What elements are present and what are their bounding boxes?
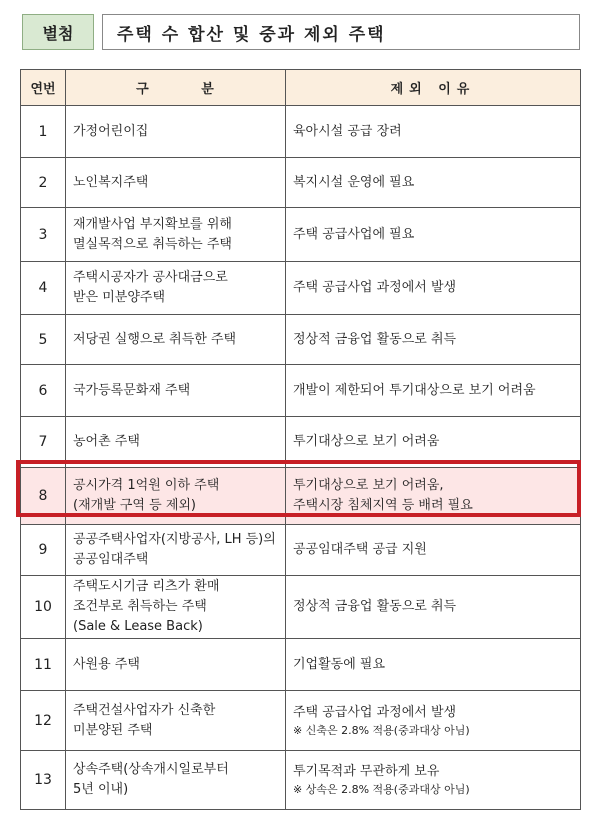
row-number: 4 [21,262,66,315]
category-line: 재개발사업 부지확보를 위해 [73,216,232,232]
category-line: 저당권 실행으로 취득한 주택 [73,331,237,347]
reason-line: 육아시설 공급 장려 [293,123,402,139]
reason-line: 투기대상으로 보기 어려움 [293,434,440,449]
reason-line: 개발이 제한되어 투기대상으로 보기 어려움 [293,382,536,398]
category-line: 공공주택사업자(지방공사, LH 등)의 [73,532,276,547]
table-row [21,365,581,417]
page-header [22,14,582,54]
row-number: 8 [21,468,66,525]
reason-line: 주택 공급사업 과정에서 발생 [293,280,457,295]
row-number: 1 [21,106,66,158]
category-cell [66,417,286,468]
column-header-reason: 제외 이유 [286,70,581,106]
category-line: 주택시공자가 공사대금으로 [73,270,228,285]
category-line: 주택도시기금 리츠가 환매 [73,579,220,594]
reason-line: 공공임대주택 공급 지원 [293,542,427,557]
row-number: 9 [21,525,66,576]
category-line: 5년 이내) [73,782,129,797]
row-number: 2 [21,158,66,208]
column-header-category: 구 분 [66,70,286,106]
category-cell [66,106,286,158]
appendix-tag: 별첨 [22,14,94,50]
reason-line: 주택 공급사업 과정에서 발생 [293,704,457,720]
category-cell [66,691,286,751]
category-line: 멸실목적으로 취득하는 주택 [73,236,232,252]
row-number: 6 [21,365,66,417]
reason-line: 기업활동에 필요 [293,656,386,672]
table-row [21,468,581,525]
category-cell [66,525,286,576]
category-cell [66,365,286,417]
reason-note: ※ 신축은 2.8% 적용(중과대상 아님) [293,723,470,737]
category-cell [66,468,286,525]
category-line: 조건부로 취득하는 주택 [73,599,207,614]
category-cell [66,639,286,691]
column-header-no: 연번 [21,70,66,106]
category-line: 국가등록문화재 주택 [73,382,191,398]
reason-cell [286,691,581,751]
reason-line: 정상적 금융업 활동으로 취득 [293,331,457,347]
category-line: 주택건설사업자가 신축한 [73,702,216,718]
reason-cell [286,468,581,525]
category-line: 가정어린이집 [73,123,149,139]
table-row [21,751,581,810]
table-row [21,208,581,262]
row-number: 10 [21,576,66,639]
reason-cell [286,315,581,365]
reason-cell [286,158,581,208]
reason-cell [286,639,581,691]
table-row [21,158,581,208]
reason-cell [286,106,581,158]
table-row [21,525,581,576]
row-number: 7 [21,417,66,468]
category-line: 받은 미분양주택 [73,290,166,305]
category-line: (Sale & Lease Back) [73,619,203,634]
reason-cell [286,262,581,315]
table-row [21,106,581,158]
reason-note: ※ 상속은 2.8% 적용(중과대상 아님) [293,783,470,796]
category-line: 노인복지주택 [73,174,149,190]
table-row [21,576,581,639]
category-line: 공공임대주택 [73,552,149,567]
table-header-row [21,70,581,106]
reason-line: 주택시장 침체지역 등 배려 필요 [293,498,473,513]
table-row [21,639,581,691]
row-number: 12 [21,691,66,751]
reason-cell [286,525,581,576]
reason-cell [286,417,581,468]
reason-line: 주택 공급사업에 필요 [293,226,415,242]
reason-line: 투기대상으로 보기 어려움, [293,478,444,493]
reason-cell [286,751,581,810]
row-number: 13 [21,751,66,810]
exclusion-table [20,69,581,810]
category-line: 공시가격 1억원 이하 주택 [73,478,220,493]
reason-cell [286,576,581,639]
category-line: 상속주택(상속개시일로부터 [73,762,229,777]
reason-line: 복지시설 운영에 필요 [293,174,415,190]
category-line: 미분양된 주택 [73,722,153,738]
page-title: 주택 수 합산 및 중과 제외 주택 [102,14,580,50]
category-cell [66,751,286,810]
category-cell [66,262,286,315]
table-row [21,262,581,315]
category-cell [66,208,286,262]
row-number: 3 [21,208,66,262]
table-row [21,691,581,751]
category-cell [66,315,286,365]
reason-cell [286,365,581,417]
row-number: 11 [21,639,66,691]
category-cell [66,576,286,639]
reason-line: 투기목적과 무관하게 보유 [293,764,440,779]
reason-line: 정상적 금융업 활동으로 취득 [293,599,457,614]
table-row [21,417,581,468]
category-line: (재개발 구역 등 제외) [73,498,197,513]
category-line: 사원용 주택 [73,656,140,672]
category-cell [66,158,286,208]
table-row [21,315,581,365]
category-line: 농어촌 주택 [73,434,140,449]
row-number: 5 [21,315,66,365]
reason-cell [286,208,581,262]
